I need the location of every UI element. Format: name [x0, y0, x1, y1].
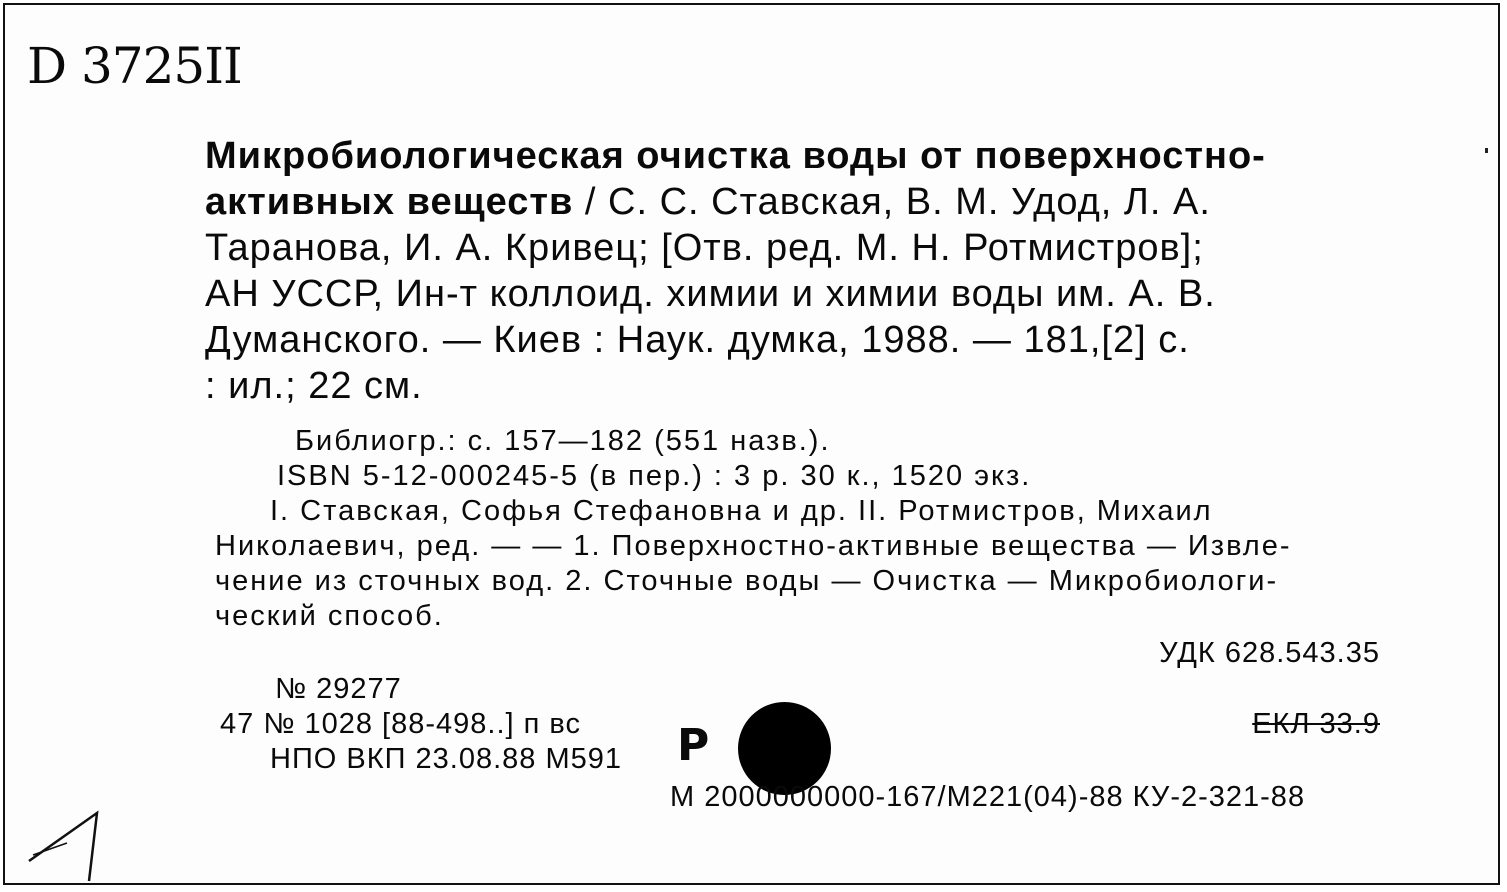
stamp-letter: Р: [677, 720, 710, 771]
accession-number: № 29277: [275, 673, 402, 705]
pen-mark-icon: [27, 803, 117, 883]
description-line-1: [205, 135, 1385, 181]
catalog-card: [3, 3, 1500, 885]
subjects-line-1: I. Ставская, Софья Стефановна и др. II. Ротмистров, Михаил: [270, 495, 1213, 527]
description-line-6: : ил.; 22 см.: [205, 365, 423, 407]
subjects-line-4: ческий способ.: [215, 600, 444, 632]
authors-part-1: / С. С. Ставская, В. М. Удод, Л. А.: [573, 181, 1211, 223]
ekl-code: ЕКЛ 33.9: [1252, 708, 1380, 740]
title-part-1: Микробиологическая очистка воды от поверхностно-: [205, 135, 1266, 177]
udk-code: УДК 628.543.35: [1159, 637, 1380, 669]
notes-block: [215, 425, 1395, 635]
subjects-line-2: Николаевич, ред. — — 1. Поверхностно-активные вещества — Извле-: [215, 530, 1292, 562]
bibliography-note: Библиогр.: с. 157—182 (551 назв.).: [295, 425, 831, 457]
description-line-2: [205, 181, 1385, 227]
subjects-line-3: чение из сточных вод. 2. Сточные воды — Очистка — Микробиологи-: [215, 565, 1279, 597]
publisher-line: НПО ВКП 23.08.88 М591: [270, 743, 623, 775]
description-line-4: АН УССР, Ин-т коллоид. химии и химии воды им. А. В.: [205, 273, 1216, 315]
description-line-3: Таранова, И. А. Кривец; [Отв. ред. М. Н. Ротмистров];: [205, 227, 1204, 269]
order-line: 47 № 1028 [88-498..] п вс: [220, 708, 581, 740]
bibliographic-description: [205, 135, 1385, 411]
speck-mark: [1485, 148, 1488, 153]
isbn-note: ISBN 5-12-000245-5 (в пер.) : 3 р. 30 к., 1520 экз.: [277, 460, 1032, 492]
title-part-2: активных веществ: [205, 181, 574, 223]
description-line-5: Думанского. — Киев : Наук. думка, 1988. — 181,[2] с.: [205, 319, 1190, 361]
classification-code: М 2000000000-167/М221(04)-88 КУ-2-321-88: [670, 781, 1306, 813]
catalog-number: D 3725II: [27, 37, 242, 95]
